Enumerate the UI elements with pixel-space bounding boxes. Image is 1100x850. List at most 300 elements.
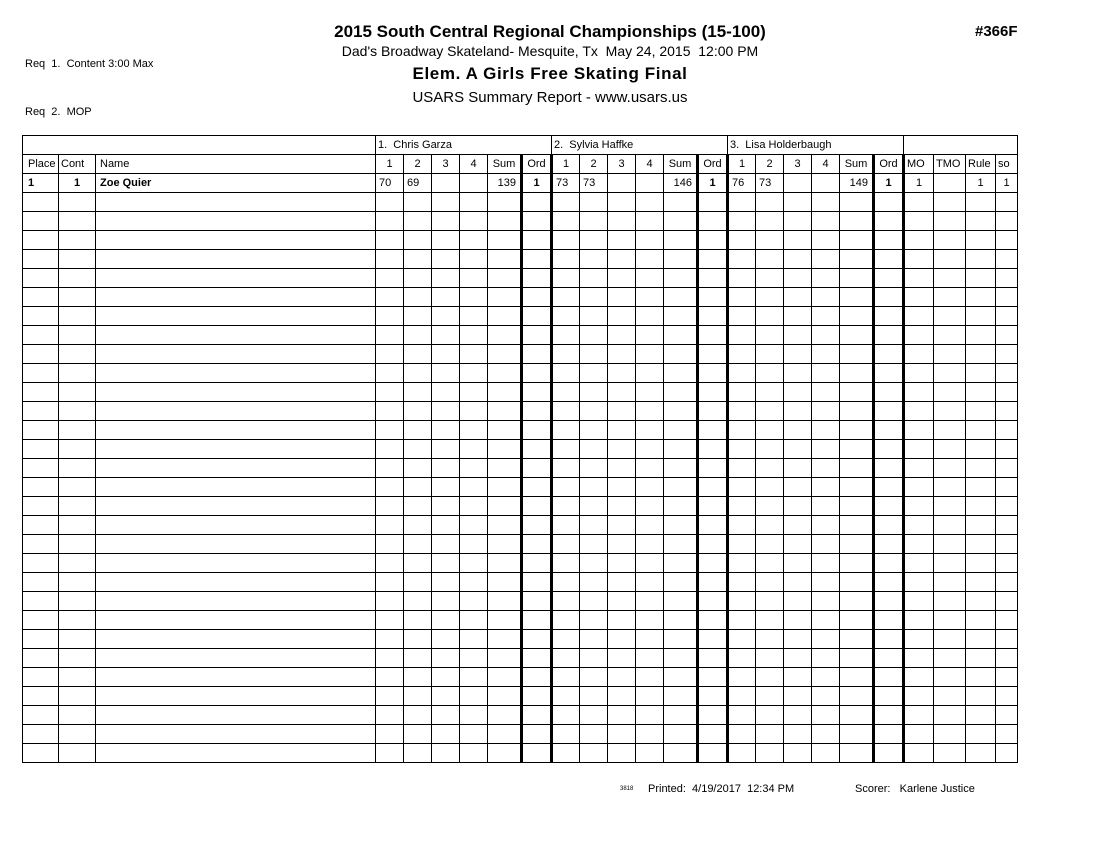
place-cell [23, 706, 59, 725]
so-cell [996, 535, 1018, 554]
judge-3-ord-cell [874, 573, 904, 592]
judge-2-ord-cell [698, 611, 728, 630]
judge-2-score-3-cell [608, 174, 636, 193]
judge-2-score-2-cell [580, 592, 608, 611]
col-header-cont: Cont [59, 155, 96, 174]
judge-3-ord-cell [874, 592, 904, 611]
judge-1-sum-cell [488, 649, 522, 668]
report-type-line: USARS Summary Report - www.usars.us [412, 89, 688, 106]
judge-3-sum-cell [840, 535, 874, 554]
judge-2-score-3-cell [608, 459, 636, 478]
judge-1-score-1-cell: 70 [376, 174, 404, 193]
judge-2-score-1-cell [552, 421, 580, 440]
so-cell [996, 630, 1018, 649]
judge-2-score-2-cell [580, 649, 608, 668]
judge-2-score-4-cell [636, 250, 664, 269]
judge-1-sum-cell [488, 516, 522, 535]
tmo-cell [934, 535, 966, 554]
tmo-cell [934, 307, 966, 326]
judge-2-score-2-cell [580, 421, 608, 440]
judge-1-score-4-cell [460, 250, 488, 269]
judge-3-ord-cell [874, 687, 904, 706]
judge-1-sum-cell [488, 554, 522, 573]
judge-1-sum-cell [488, 535, 522, 554]
mo-cell [904, 706, 934, 725]
judge-3-score-1-cell [728, 516, 756, 535]
judge-3-score-1-cell [728, 725, 756, 744]
judge-2-score-2-cell [580, 440, 608, 459]
judge-3-ord-cell [874, 630, 904, 649]
so-cell [996, 725, 1018, 744]
judge-3-score-1-cell [728, 288, 756, 307]
cont-cell [59, 345, 96, 364]
name-cell [96, 231, 376, 250]
judge-1-ord-cell [522, 269, 552, 288]
judge-1-sum-cell [488, 592, 522, 611]
judge-2-score-1-cell [552, 516, 580, 535]
place-cell [23, 402, 59, 421]
col-header-j2-sum: Sum [664, 155, 698, 174]
rule-cell [966, 478, 996, 497]
judge-3-ord-cell [874, 706, 904, 725]
rule-cell [966, 402, 996, 421]
judge-3-score-4-cell [812, 364, 840, 383]
judge-3-ord-cell [874, 725, 904, 744]
mo-cell [904, 402, 934, 421]
tmo-cell [934, 573, 966, 592]
mo-cell [904, 364, 934, 383]
judge-1-ord-cell [522, 402, 552, 421]
judge-3-score-3-cell [784, 269, 812, 288]
tmo-cell [934, 744, 966, 763]
judge-2-score-1-cell [552, 687, 580, 706]
judge-3-score-3-cell [784, 687, 812, 706]
mo-cell [904, 516, 934, 535]
judge-1-ord-cell [522, 212, 552, 231]
name-cell [96, 611, 376, 630]
judge-1-ord-cell [522, 592, 552, 611]
judge-1-score-4-cell [460, 269, 488, 288]
judge-2-ord-cell [698, 250, 728, 269]
cont-cell [59, 231, 96, 250]
judge-3-score-4-cell [812, 402, 840, 421]
judge-1-score-2-cell [404, 402, 432, 421]
place-cell [23, 478, 59, 497]
judge-2-score-3-cell [608, 706, 636, 725]
judge-3-ord-cell [874, 383, 904, 402]
empty-row [23, 744, 1018, 763]
judge-1-score-2-cell [404, 288, 432, 307]
judge-3-sum-cell [840, 687, 874, 706]
empty-row [23, 212, 1018, 231]
venue-date-line: Dad's Broadway Skateland- Mesquite, Tx May 24, 2015 12:00 PM [341, 43, 759, 59]
place-cell [23, 307, 59, 326]
judge-2-sum-cell [664, 383, 698, 402]
judge-3-score-2-cell [756, 592, 784, 611]
judge-header-spacer-left [23, 136, 376, 155]
judge-1-score-4-cell [460, 497, 488, 516]
judge-3-sum-cell [840, 193, 874, 212]
judge-3-ord-cell [874, 193, 904, 212]
judge-1-score-4-cell [460, 706, 488, 725]
col-header-j2-score1: 1 [552, 155, 580, 174]
judge-1-ord-cell [522, 687, 552, 706]
judge-3-score-4-cell [812, 421, 840, 440]
judge-3-ord-cell [874, 554, 904, 573]
place-cell [23, 668, 59, 687]
judge-1-score-3-cell [432, 535, 460, 554]
mo-cell [904, 744, 934, 763]
rule-cell [966, 345, 996, 364]
judge-2-score-4-cell [636, 193, 664, 212]
judge-1-score-3-cell [432, 668, 460, 687]
judge-2-sum-cell [664, 573, 698, 592]
judge-3-score-4-cell [812, 383, 840, 402]
judge-1-score-1-cell [376, 383, 404, 402]
judge-header-spacer-right [904, 136, 1018, 155]
mo-cell [904, 535, 934, 554]
judge-3-ord-cell [874, 516, 904, 535]
cont-cell [59, 478, 96, 497]
judge-2-score-1-cell [552, 307, 580, 326]
judge-1-score-3-cell [432, 402, 460, 421]
col-header-tmo: TMO [934, 155, 966, 174]
judge-2-score-1-cell [552, 592, 580, 611]
empty-row [23, 611, 1018, 630]
place-cell [23, 326, 59, 345]
judge-3-score-1-cell [728, 459, 756, 478]
place-cell [23, 364, 59, 383]
judge-2-sum-cell [664, 611, 698, 630]
name-cell [96, 288, 376, 307]
judge-1-score-3-cell [432, 706, 460, 725]
tmo-cell [934, 668, 966, 687]
tmo-cell [934, 193, 966, 212]
judge-1-score-2-cell [404, 231, 432, 250]
judge-2-score-4-cell [636, 326, 664, 345]
judge-2-score-4-cell [636, 345, 664, 364]
results-table [22, 135, 1018, 763]
empty-row [23, 516, 1018, 535]
judge-3-sum-cell [840, 459, 874, 478]
judge-2-score-4-cell [636, 212, 664, 231]
judge-1-ord-cell [522, 440, 552, 459]
judge-header-row [23, 136, 1018, 155]
judge-3-score-4-cell [812, 345, 840, 364]
judge-1-sum-cell [488, 421, 522, 440]
rule-cell [966, 497, 996, 516]
judge-1-sum-cell [488, 231, 522, 250]
judge-1-score-3-cell [432, 383, 460, 402]
judge-3-sum-cell [840, 706, 874, 725]
judge-2-sum-cell [664, 269, 698, 288]
empty-row [23, 725, 1018, 744]
judge-1-score-4-cell [460, 212, 488, 231]
judge-1-score-4-cell [460, 459, 488, 478]
cont-cell [59, 744, 96, 763]
judge-3-score-2-cell [756, 478, 784, 497]
judge-2-score-3-cell [608, 269, 636, 288]
judge-1-ord-cell [522, 668, 552, 687]
judge-2-score-4-cell [636, 383, 664, 402]
so-cell [996, 212, 1018, 231]
judge-3-score-4-cell [812, 269, 840, 288]
empty-row [23, 630, 1018, 649]
name-cell [96, 269, 376, 288]
name-cell [96, 421, 376, 440]
mo-cell [904, 611, 934, 630]
cont-cell [59, 402, 96, 421]
judge-2-sum-cell [664, 516, 698, 535]
mo-cell [904, 573, 934, 592]
judge-1-score-1-cell [376, 706, 404, 725]
judge-1-ord-cell [522, 516, 552, 535]
judge-1-score-4-cell [460, 744, 488, 763]
judge-2-score-1-cell [552, 535, 580, 554]
place-cell [23, 516, 59, 535]
cont-cell [59, 250, 96, 269]
place-cell [23, 212, 59, 231]
judge-1-score-4-cell [460, 402, 488, 421]
col-header-j1-score4: 4 [460, 155, 488, 174]
judge-1-score-3-cell [432, 326, 460, 345]
judge-1-score-4-cell [460, 516, 488, 535]
judge-2-score-3-cell [608, 649, 636, 668]
judge-1-score-2-cell [404, 326, 432, 345]
judge-2-score-1-cell [552, 668, 580, 687]
judge-1-score-4-cell [460, 174, 488, 193]
judge-2-score-3-cell [608, 288, 636, 307]
judge-1-name: 1. Chris Garza [376, 136, 552, 155]
judge-3-score-3-cell [784, 231, 812, 250]
judge-1-ord-cell [522, 421, 552, 440]
tmo-cell [934, 269, 966, 288]
rule-cell [966, 706, 996, 725]
judge-2-score-3-cell [608, 250, 636, 269]
name-cell [96, 744, 376, 763]
judge-2-ord-cell [698, 744, 728, 763]
judge-3-score-2-cell [756, 288, 784, 307]
judge-2-ord-cell [698, 402, 728, 421]
tmo-cell [934, 687, 966, 706]
col-header-j3-score3: 3 [784, 155, 812, 174]
so-cell [996, 231, 1018, 250]
rule-cell [966, 250, 996, 269]
judge-2-score-4-cell [636, 440, 664, 459]
judge-1-ord-cell [522, 345, 552, 364]
judge-1-score-4-cell [460, 345, 488, 364]
judge-3-score-2-cell [756, 345, 784, 364]
judge-3-ord-cell [874, 649, 904, 668]
judge-3-score-1-cell [728, 535, 756, 554]
judge-3-score-4-cell [812, 649, 840, 668]
judge-1-score-2-cell [404, 611, 432, 630]
rule-cell [966, 611, 996, 630]
judge-2-score-3-cell [608, 592, 636, 611]
cont-cell [59, 611, 96, 630]
judge-2-score-1-cell [552, 497, 580, 516]
judge-3-name: 3. Lisa Holderbaugh [728, 136, 904, 155]
judge-2-name: 2. Sylvia Haffke [552, 136, 728, 155]
so-cell [996, 345, 1018, 364]
judge-3-ord-cell [874, 497, 904, 516]
judge-2-score-2-cell [580, 725, 608, 744]
judge-2-ord-cell [698, 231, 728, 250]
judge-2-sum-cell: 146 [664, 174, 698, 193]
judge-1-sum-cell [488, 611, 522, 630]
tmo-cell [934, 326, 966, 345]
judge-2-score-1-cell [552, 326, 580, 345]
judge-2-ord-cell [698, 573, 728, 592]
judge-1-score-1-cell [376, 573, 404, 592]
name-cell [96, 592, 376, 611]
judge-3-score-2-cell [756, 687, 784, 706]
col-header-j1-score3: 3 [432, 155, 460, 174]
rule-cell [966, 573, 996, 592]
mo-cell [904, 630, 934, 649]
cont-cell [59, 516, 96, 535]
judge-1-score-2-cell: 69 [404, 174, 432, 193]
judge-1-ord-cell [522, 383, 552, 402]
rule-cell [966, 231, 996, 250]
rule-cell: 1 [966, 174, 996, 193]
col-header-j3-sum: Sum [840, 155, 874, 174]
so-cell [996, 687, 1018, 706]
judge-2-ord-cell [698, 592, 728, 611]
so-cell [996, 440, 1018, 459]
judge-2-sum-cell [664, 250, 698, 269]
judge-2-ord-cell [698, 193, 728, 212]
judge-2-score-3-cell [608, 364, 636, 383]
judge-1-score-4-cell [460, 535, 488, 554]
judge-1-ord-cell [522, 649, 552, 668]
judge-2-score-2-cell [580, 269, 608, 288]
judge-1-score-1-cell [376, 516, 404, 535]
judge-3-sum-cell [840, 649, 874, 668]
so-cell: 1 [996, 174, 1018, 193]
empty-row [23, 497, 1018, 516]
place-cell [23, 554, 59, 573]
tmo-cell [934, 345, 966, 364]
name-cell [96, 193, 376, 212]
judge-1-score-4-cell [460, 193, 488, 212]
judge-3-score-3-cell [784, 326, 812, 345]
judge-3-ord-cell [874, 326, 904, 345]
judge-3-ord-cell [874, 421, 904, 440]
place-cell [23, 193, 59, 212]
tmo-cell [934, 478, 966, 497]
judge-1-score-3-cell [432, 174, 460, 193]
judge-2-score-1-cell [552, 725, 580, 744]
mo-cell [904, 326, 934, 345]
judge-1-sum-cell [488, 212, 522, 231]
tmo-cell [934, 649, 966, 668]
judge-2-score-4-cell [636, 478, 664, 497]
so-cell [996, 326, 1018, 345]
judge-3-score-4-cell [812, 307, 840, 326]
judge-2-ord-cell [698, 725, 728, 744]
judge-3-ord-cell [874, 459, 904, 478]
judge-2-ord-cell [698, 554, 728, 573]
judge-1-score-3-cell [432, 611, 460, 630]
judge-1-sum-cell [488, 307, 522, 326]
mo-cell [904, 668, 934, 687]
judge-3-score-3-cell [784, 592, 812, 611]
judge-3-score-2-cell [756, 744, 784, 763]
judge-3-score-3-cell [784, 573, 812, 592]
judge-2-score-1-cell [552, 478, 580, 497]
name-cell: Zoe Quier [96, 174, 376, 193]
place-cell [23, 345, 59, 364]
judge-2-score-2-cell [580, 744, 608, 763]
judge-3-sum-cell [840, 668, 874, 687]
mo-cell [904, 345, 934, 364]
judge-2-ord-cell [698, 478, 728, 497]
judge-3-score-2-cell [756, 307, 784, 326]
judge-3-score-1-cell [728, 649, 756, 668]
judge-3-ord-cell [874, 611, 904, 630]
judge-3-ord-cell: 1 [874, 174, 904, 193]
col-header-j3-score2: 2 [756, 155, 784, 174]
judge-1-ord-cell [522, 364, 552, 383]
place-cell [23, 497, 59, 516]
judge-2-score-3-cell [608, 744, 636, 763]
judge-3-sum-cell [840, 326, 874, 345]
judge-1-sum-cell [488, 383, 522, 402]
cont-cell [59, 212, 96, 231]
rule-cell [966, 630, 996, 649]
empty-row [23, 649, 1018, 668]
tmo-cell [934, 402, 966, 421]
judge-2-score-2-cell [580, 345, 608, 364]
mo-cell [904, 497, 934, 516]
rule-cell [966, 516, 996, 535]
judge-2-score-3-cell [608, 231, 636, 250]
empty-row [23, 554, 1018, 573]
judge-3-score-1-cell [728, 440, 756, 459]
judge-2-ord-cell [698, 668, 728, 687]
judge-1-ord-cell [522, 326, 552, 345]
judge-2-score-1-cell: 73 [552, 174, 580, 193]
cont-cell [59, 459, 96, 478]
judge-3-score-4-cell [812, 250, 840, 269]
rule-cell [966, 269, 996, 288]
judge-3-score-1-cell [728, 193, 756, 212]
judge-1-score-2-cell [404, 250, 432, 269]
judge-3-score-3-cell [784, 668, 812, 687]
judge-3-sum-cell [840, 725, 874, 744]
judge-3-score-4-cell [812, 516, 840, 535]
judge-2-score-4-cell [636, 231, 664, 250]
judge-3-sum-cell [840, 383, 874, 402]
judge-1-score-2-cell [404, 307, 432, 326]
judge-2-score-2-cell [580, 212, 608, 231]
judge-3-sum-cell [840, 231, 874, 250]
empty-row [23, 402, 1018, 421]
judge-1-score-2-cell [404, 535, 432, 554]
judge-3-sum-cell [840, 516, 874, 535]
name-cell [96, 687, 376, 706]
judge-2-ord-cell [698, 706, 728, 725]
tmo-cell [934, 630, 966, 649]
judge-1-sum-cell [488, 497, 522, 516]
judge-1-sum-cell [488, 326, 522, 345]
judge-3-score-3-cell [784, 174, 812, 193]
judge-1-score-1-cell [376, 649, 404, 668]
judge-2-score-3-cell [608, 497, 636, 516]
judge-3-ord-cell [874, 535, 904, 554]
judge-2-score-4-cell [636, 611, 664, 630]
